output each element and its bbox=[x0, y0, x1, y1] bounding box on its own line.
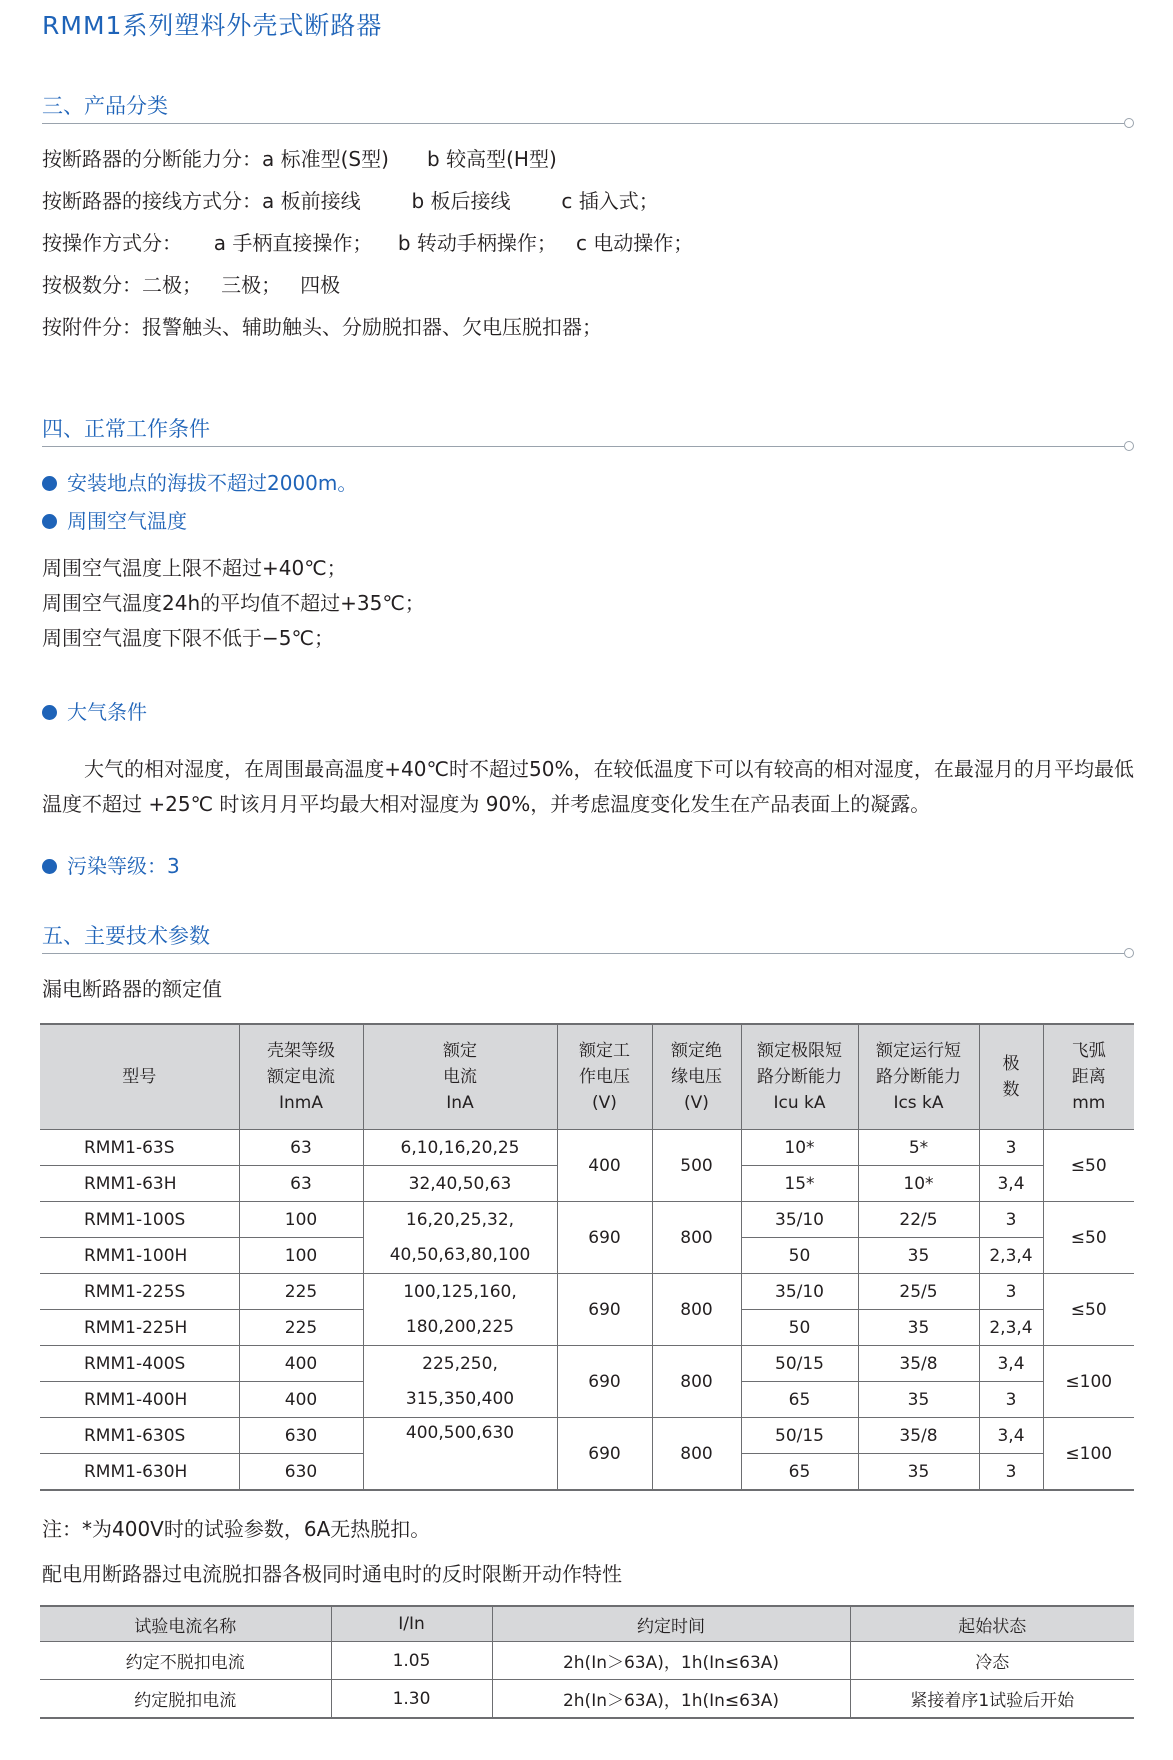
cell-arc: ≤50 bbox=[1043, 1274, 1134, 1346]
table-row bbox=[40, 1202, 1134, 1238]
cell-poles: 3 bbox=[979, 1130, 1043, 1166]
cell-ratio: 1.30 bbox=[331, 1680, 492, 1719]
cell-model: RMM1-630S bbox=[40, 1418, 239, 1454]
cell-rated: 32,40,50,63 bbox=[363, 1166, 557, 1202]
header-ratio: I/In bbox=[331, 1606, 492, 1642]
cell-ue: 690 bbox=[557, 1418, 652, 1491]
cell-poles: 3,4 bbox=[979, 1166, 1043, 1202]
cell-ui: 800 bbox=[652, 1346, 741, 1418]
header-arc-distance: 飞弧 距离 mm bbox=[1043, 1024, 1134, 1130]
cell-ui: 800 bbox=[652, 1202, 741, 1274]
cell-frame: 225 bbox=[239, 1274, 363, 1310]
cell-poles: 3 bbox=[979, 1202, 1043, 1238]
cell-ue: 690 bbox=[557, 1202, 652, 1274]
cell-icu: 50 bbox=[741, 1238, 858, 1274]
header-frame-current: 壳架等级 额定电流 InmA bbox=[239, 1024, 363, 1130]
cell-arc: ≤100 bbox=[1043, 1418, 1134, 1491]
cell-time: 2h(In＞63A)，1h(In≤63A) bbox=[492, 1680, 850, 1719]
section-divider bbox=[42, 446, 1124, 447]
cell-ics: 25/5 bbox=[858, 1274, 979, 1310]
cell-ics: 35 bbox=[858, 1454, 979, 1491]
cell-model: RMM1-630H bbox=[40, 1454, 239, 1491]
cell-ics: 35 bbox=[858, 1238, 979, 1274]
cell-ics: 5* bbox=[858, 1130, 979, 1166]
bullet-dot-icon bbox=[42, 859, 57, 874]
cell-ui: 800 bbox=[652, 1418, 741, 1491]
cell-rated: 16,20,25,32, 40,50,63,80,100 bbox=[363, 1202, 557, 1274]
temperature-line: 周围空气温度下限不低于−5℃； bbox=[42, 626, 334, 650]
bullet-dot-icon bbox=[42, 514, 57, 529]
cell-icu: 50 bbox=[741, 1310, 858, 1346]
cell-initial-state: 紧接着序1试验后开始 bbox=[850, 1680, 1134, 1719]
header-insulation-voltage: 额定绝 缘电压 (V) bbox=[652, 1024, 741, 1130]
cell-model: RMM1-63H bbox=[40, 1166, 239, 1202]
cell-poles: 2,3,4 bbox=[979, 1310, 1043, 1346]
cell-frame: 63 bbox=[239, 1166, 363, 1202]
cell-icu: 50/15 bbox=[741, 1346, 858, 1382]
cell-model: RMM1-100H bbox=[40, 1238, 239, 1274]
page-title: RMM1系列塑料外壳式断路器 bbox=[42, 11, 383, 40]
divider-end-circle-icon bbox=[1124, 118, 1134, 128]
section-label: 三、产品分类 bbox=[42, 94, 168, 118]
header-initial-state: 起始状态 bbox=[850, 1606, 1134, 1642]
section-divider bbox=[42, 953, 1124, 954]
trip-characteristics-table bbox=[40, 1605, 1134, 1719]
temperature-bullet: 周围空气温度 bbox=[42, 505, 187, 534]
cell-rated: 6,10,16,20,25 bbox=[363, 1130, 557, 1166]
cell-poles: 3 bbox=[979, 1454, 1043, 1491]
atmosphere-bullet: 大气条件 bbox=[42, 696, 147, 725]
atmosphere-paragraph: 大气的相对湿度，在周围最高温度+40℃时不超过50%，在较低温度下可以有较高的相对湿度，在最湿月的月平均最低温度不超过 +25℃ 时该月月平均最大相对湿度为 90%，并考虑温度变化发生在产品表面上的凝露。 bbox=[42, 757, 1134, 816]
header-model: 型号 bbox=[40, 1024, 239, 1130]
temperature-line: 周围空气温度上限不超过+40℃； bbox=[42, 556, 347, 580]
cell-model: RMM1-100S bbox=[40, 1202, 239, 1238]
cell-ue: 690 bbox=[557, 1274, 652, 1346]
table-row bbox=[40, 1642, 1134, 1680]
table-header-row bbox=[40, 1024, 1134, 1130]
cell-rated: 225,250, 315,350,400 bbox=[363, 1346, 557, 1418]
cell-frame: 630 bbox=[239, 1418, 363, 1454]
cell-poles: 3 bbox=[979, 1274, 1043, 1310]
cell-poles: 3 bbox=[979, 1382, 1043, 1418]
divider-end-circle-icon bbox=[1124, 441, 1134, 451]
cell-frame: 100 bbox=[239, 1202, 363, 1238]
table-header-row bbox=[40, 1606, 1134, 1642]
cell-ics: 35/8 bbox=[858, 1418, 979, 1454]
cell-ui: 500 bbox=[652, 1130, 741, 1202]
cell-poles: 2,3,4 bbox=[979, 1238, 1043, 1274]
rated-values-table bbox=[40, 1023, 1134, 1491]
cell-frame: 400 bbox=[239, 1346, 363, 1382]
bullet-dot-icon bbox=[42, 476, 57, 491]
cell-icu: 65 bbox=[741, 1382, 858, 1418]
cell-ics: 35 bbox=[858, 1310, 979, 1346]
classification-line: 按断路器的接线方式分：a 板前接线 b 板后接线 c 插入式； bbox=[42, 189, 659, 213]
cell-ue: 400 bbox=[557, 1130, 652, 1202]
table-row bbox=[40, 1346, 1134, 1382]
table-row bbox=[40, 1274, 1134, 1310]
cell-frame: 400 bbox=[239, 1382, 363, 1418]
cell-ics: 35 bbox=[858, 1382, 979, 1418]
cell-arc: ≤100 bbox=[1043, 1346, 1134, 1418]
section-heading-parameters bbox=[42, 920, 1134, 954]
cell-icu: 10* bbox=[741, 1130, 858, 1166]
header-icu: 额定极限短 路分断能力 Icu kA bbox=[741, 1024, 858, 1130]
temperature-line: 周围空气温度24h的平均值不超过+35℃； bbox=[42, 591, 425, 615]
cell-model: RMM1-400S bbox=[40, 1346, 239, 1382]
header-test-current: 试验电流名称 bbox=[40, 1606, 331, 1642]
table1-caption: 漏电断路器的额定值 bbox=[42, 977, 222, 1001]
altitude-bullet: 安装地点的海拔不超过2000m。 bbox=[42, 467, 357, 496]
divider-end-circle-icon bbox=[1124, 948, 1134, 958]
cell-icu: 65 bbox=[741, 1454, 858, 1491]
cell-test-current: 约定不脱扣电流 bbox=[40, 1642, 331, 1680]
cell-frame: 630 bbox=[239, 1454, 363, 1491]
pollution-bullet: 污染等级：3 bbox=[42, 850, 180, 879]
section-heading-conditions bbox=[42, 413, 1134, 447]
cell-icu: 15* bbox=[741, 1166, 858, 1202]
cell-ics: 10* bbox=[858, 1166, 979, 1202]
cell-frame: 100 bbox=[239, 1238, 363, 1274]
cell-model: RMM1-63S bbox=[40, 1130, 239, 1166]
cell-model: RMM1-400H bbox=[40, 1382, 239, 1418]
cell-poles: 3,4 bbox=[979, 1418, 1043, 1454]
section-label: 四、正常工作条件 bbox=[42, 417, 210, 441]
cell-test-current: 约定脱扣电流 bbox=[40, 1680, 331, 1719]
cell-arc: ≤50 bbox=[1043, 1202, 1134, 1274]
cell-rated: 400,500,630 bbox=[363, 1418, 557, 1491]
cell-rated: 100,125,160, 180,200,225 bbox=[363, 1274, 557, 1346]
cell-icu: 35/10 bbox=[741, 1202, 858, 1238]
header-time: 约定时间 bbox=[492, 1606, 850, 1642]
table-note: 注：*为400V时的试验参数，6A无热脱扣。 bbox=[42, 1517, 431, 1541]
cell-time: 2h(In＞63A)，1h(In≤63A) bbox=[492, 1642, 850, 1680]
classification-line: 按附件分：报警触头、辅助触头、分励脱扣器、欠电压脱扣器； bbox=[42, 315, 602, 339]
cell-icu: 35/10 bbox=[741, 1274, 858, 1310]
header-rated-voltage: 额定工 作电压 (V) bbox=[557, 1024, 652, 1130]
cell-ratio: 1.05 bbox=[331, 1642, 492, 1680]
cell-frame: 225 bbox=[239, 1310, 363, 1346]
table2-caption: 配电用断路器过电流脱扣器各极同时通电时的反时限断开动作特性 bbox=[42, 1562, 622, 1586]
cell-model: RMM1-225S bbox=[40, 1274, 239, 1310]
table-row bbox=[40, 1418, 1134, 1454]
classification-line: 按操作方式分： a 手柄直接操作； b 转动手柄操作； c 电动操作； bbox=[42, 231, 694, 255]
cell-arc: ≤50 bbox=[1043, 1130, 1134, 1202]
bullet-dot-icon bbox=[42, 705, 57, 720]
table-row bbox=[40, 1680, 1134, 1719]
header-poles: 极 数 bbox=[979, 1024, 1043, 1130]
cell-icu: 50/15 bbox=[741, 1418, 858, 1454]
cell-ics: 22/5 bbox=[858, 1202, 979, 1238]
cell-ics: 35/8 bbox=[858, 1346, 979, 1382]
cell-initial-state: 冷态 bbox=[850, 1642, 1134, 1680]
section-label: 五、主要技术参数 bbox=[42, 924, 210, 948]
table-row bbox=[40, 1130, 1134, 1166]
classification-line: 按极数分：二极； 三极； 四极 bbox=[42, 273, 341, 297]
cell-poles: 3,4 bbox=[979, 1346, 1043, 1382]
header-ics: 额定运行短 路分断能力 Ics kA bbox=[858, 1024, 979, 1130]
classification-line: 按断路器的分断能力分：a 标准型(S型) b 较高型(H型) bbox=[42, 147, 557, 171]
cell-model: RMM1-225H bbox=[40, 1310, 239, 1346]
cell-ue: 690 bbox=[557, 1346, 652, 1418]
cell-ui: 800 bbox=[652, 1274, 741, 1346]
section-divider bbox=[42, 123, 1124, 124]
section-heading-classification bbox=[42, 90, 1134, 124]
cell-frame: 63 bbox=[239, 1130, 363, 1166]
header-rated-current: 额定 电流 InA bbox=[363, 1024, 557, 1130]
